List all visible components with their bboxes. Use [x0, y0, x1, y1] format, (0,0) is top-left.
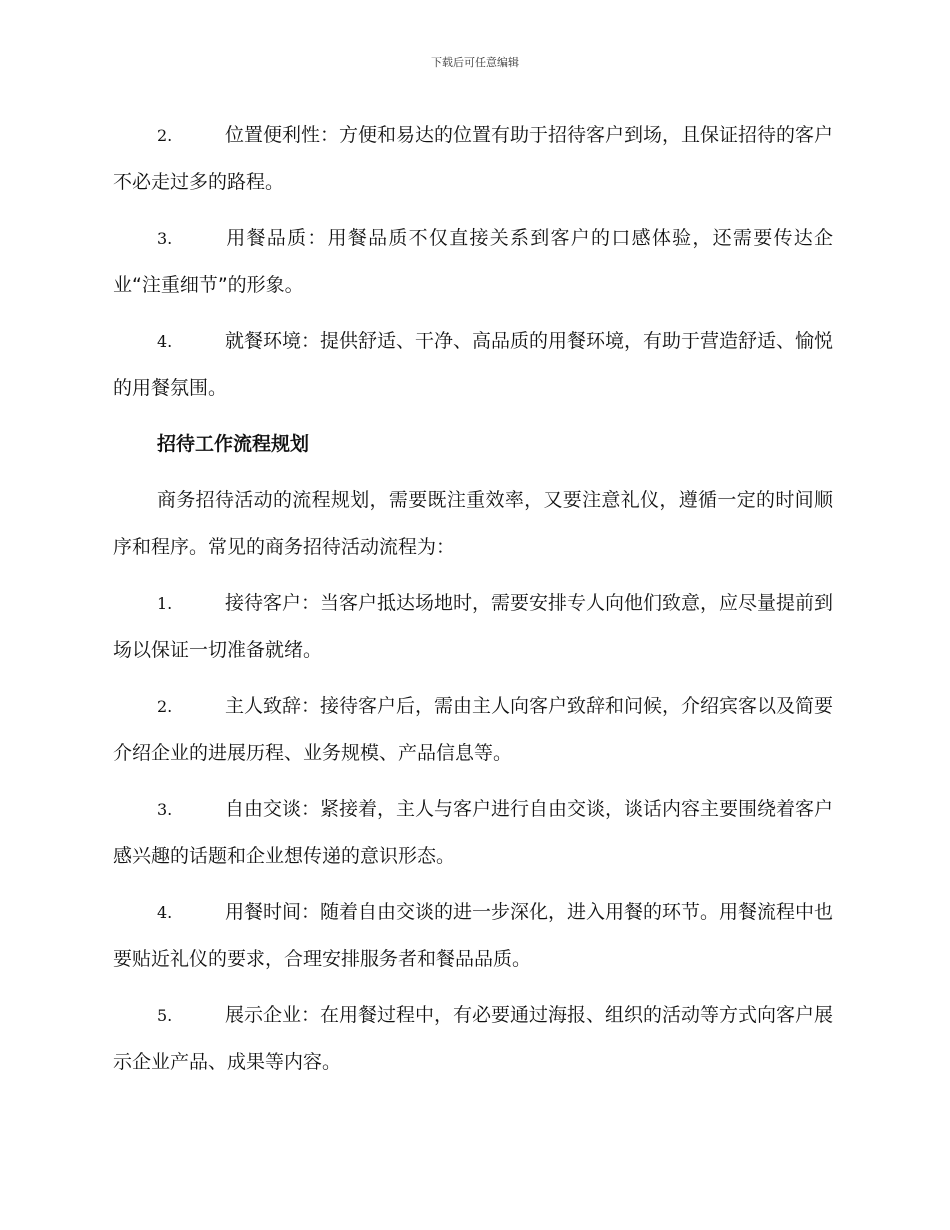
list-number: 4. — [157, 332, 173, 351]
list-item — [113, 112, 833, 206]
page-header: 下载后可任意编辑 — [431, 56, 519, 69]
list-item — [113, 889, 833, 983]
list-number: 2. — [157, 697, 173, 716]
list-item — [113, 318, 833, 412]
list-text: 位置便利性：方便和易达的位置有助于招待客户到场，且保证招待的客户不必走过多的路程。 — [113, 124, 834, 193]
list-item — [113, 580, 833, 674]
list-text: 主人致辞：接待客户后，需由主人向客户致辞和问候，介绍宾客以及简要介绍企业的进展历程、业务规模、产品信息等。 — [113, 695, 834, 764]
intro-paragraph: 商务招待活动的流程规划，需要既注重效率，又要注意礼仪，遵循一定的时间顺序和程序。常见的商务招待活动流程为： — [113, 489, 833, 558]
list-text: 自由交谈：紧接着，主人与客户进行自由交谈，谈话内容主要围绕着客户感兴趣的话题和企业想传递的意识形态。 — [113, 798, 834, 867]
list-number: 3. — [157, 229, 173, 248]
list-text: 用餐时间：随着自由交谈的进一步深化，进入用餐的环节。用餐流程中也要贴近礼仪的要求，合理安排服务者和餐品品质。 — [113, 901, 834, 970]
list-text: 展示企业：在用餐过程中，有必要通过海报、组织的活动等方式向客户展示企业产品、成果等内容。 — [113, 1004, 834, 1073]
list-number: 4. — [157, 903, 173, 922]
list-number: 1. — [157, 594, 173, 613]
document-body — [113, 112, 833, 1095]
list-number: 3. — [157, 800, 173, 819]
list-item — [113, 215, 833, 309]
list-text: 就餐环境：提供舒适、干净、高品质的用餐环境，有助于营造舒适、愉悦的用餐氛围。 — [113, 330, 834, 399]
section-heading: 招待工作流程规划 — [157, 433, 310, 455]
list-text: 用餐品质：用餐品质不仅直接关系到客户的口感体验，还需要传达企业“注重细节”的形象。 — [113, 227, 833, 296]
list-item — [113, 683, 833, 777]
list-item — [113, 786, 833, 880]
list-number: 5. — [157, 1006, 173, 1025]
list-text: 接待客户：当客户抵达场地时，需要安排专人向他们致意，应尽量提前到场以保证一切准备就绪。 — [113, 592, 834, 661]
list-item — [113, 992, 833, 1086]
list-number: 2. — [157, 126, 173, 145]
